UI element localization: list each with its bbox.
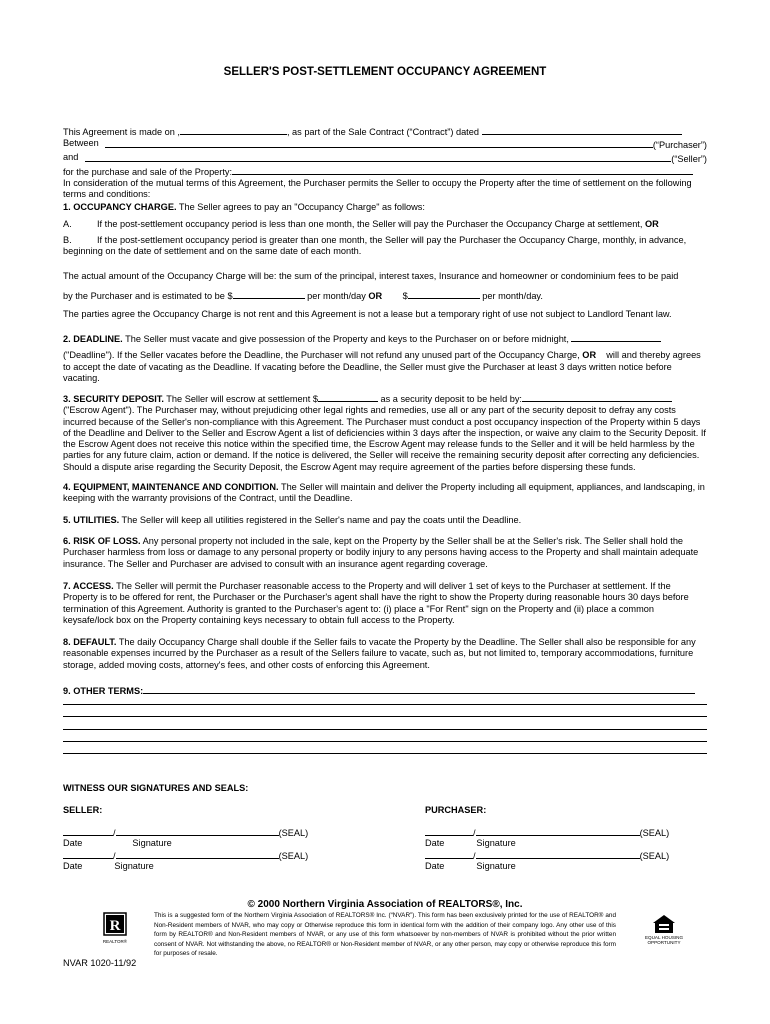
other-terms-line-6[interactable] [63,753,707,754]
seller-signature-1[interactable] [116,826,279,836]
intro-line-property: for the purchase and sale of the Property: [63,165,707,178]
purchaser-date-1[interactable] [425,826,473,836]
seller-signature-line-1: / (SEAL) [63,826,308,839]
realtor-logo-icon [100,911,130,947]
estimate-amount-2[interactable] [408,289,480,299]
seller-date-2[interactable] [63,849,113,859]
other-terms-line-2[interactable] [63,704,707,705]
section-1-actual: The actual amount of the Occupancy Charge will be: the sum of the principal, interest taxes, Insurance and homeowner or condominium fees to be paid [63,271,679,281]
section-1-a: A. If the post-settlement occupancy period is less than one month, the Seller will pay the Purchaser the Occupancy Charge at settlement, OR [63,219,659,229]
deadline-field[interactable] [571,332,661,342]
estimate-amount-1[interactable] [233,289,305,299]
eho-text-2: OPPORTUNITY [647,940,681,945]
seller-signature-2[interactable] [116,849,279,859]
purchaser-label: PURCHASER: [425,805,487,815]
section-6: 6. RISK OF LOSS. Any personal property not included in the sale, kept on the Property by the Seller shall be at the Seller's risk. The Seller shall hold the Purchaser harmless from loss or damage to any personal property or bodily injury to any persons having access to the Property and shall maintain adequate insurance. The Seller and Purchaser are advised to consult with an insurance agent regarding coverage. [63,536,699,569]
property-field[interactable] [232,165,693,175]
purchaser-signature-line-1: / (SEAL) [425,826,669,839]
section-8: 8. DEFAULT. The daily Occupancy Charge shall double if the Seller fails to vacate the Property by the Deadline. The Seller shall also be responsible for any reasonable expenses incurred by the Purchaser as a result of the Sellers failure to vacate, such as, but not limited to, temporary accommodations, furniture storage, added moving costs, attorney's fees, and other costs of enforcing this Agreement. [63,637,696,670]
purchaser-signature-line-2: / (SEAL) [425,849,669,862]
contract-date-field[interactable] [482,125,682,135]
page-title: SELLER'S POST-SETTLEMENT OCCUPANCY AGREEMENT [223,66,547,78]
intro-line-and: and (“Seller”) [63,151,707,164]
intro-line-1: This Agreement is made on , , as part of the Sale Contract (“Contract”) dated [63,125,707,138]
intro-section [63,125,707,201]
purchaser-signature-2[interactable] [476,849,640,859]
footer-disclaimer: This is a suggested form of the Northern Virginia Association of REALTORS® Inc. (“NVAR”). This form has been exclusively printed for the use of REALTOR® and Non-Resident members of NVAR, who may copy or Otherwise reproduce this form in identical form with the addition of their company logo. Any other use of this form by REALTOR® and Non-Resident members of NVAR, or any use of this form whatsoever by non-members of NVAR is prohibited without the prior written consent of NVAR. Not withstanding the above, no REALTOR® or Non-Resident member of NVAR, or any other person, may copy or otherwise reproduce this form for purposes of resale. [154,912,616,957]
intro-line-between: Between (“Purchaser”) [63,138,707,151]
escrow-agent-field[interactable] [522,392,672,402]
seller-caption-1: Date Signature [63,838,172,848]
purchaser-caption-2: Date Signature [425,861,516,871]
form-number: NVAR 1020-11/92 [63,958,137,968]
section-9: 9. OTHER TERMS: [63,684,707,697]
other-terms-line-5[interactable] [63,741,707,742]
security-deposit-amount[interactable] [318,392,378,402]
other-terms-line-1[interactable] [143,684,695,694]
section-4: 4. EQUIPMENT, MAINTENANCE AND CONDITION. The Seller will maintain and deliver the Property including all equipment, appliances, and landscaping, in keeping with the warranty provisions of the Contract, until the Deadline. [63,482,705,504]
section-1-estimate: by the Purchaser and is estimated to be $ per month/day OR $ per month/day. [63,291,543,301]
seller-name-field[interactable] [85,152,671,162]
section-3: 3. SECURITY DEPOSIT. The Seller will escrow at settlement $ as a security deposit to be held by: ("Escrow Agent"). The Purchaser may, without prejudicing other legal rights and remedies, use all or any part of the security deposit to defray any costs incurred because of the Seller's non-compliance with this Agreement. The Purchaser must conduct a post occupancy inspection of the Property within 5 days of the Deadline and Deliver to the Seller and Escrow Agent a list of deficiencies within 3 days after the inspection, or waive any claim to the Security Deposit. If the Escrow Agent does not receive this notice within the specified time, the Escrow Agent may release funds to the Seller and it will be held harmless by the parties for any future claim, action or demand. If the notice is delivered, the Seller will receive the remaining security deposit after correcting any deficiencies. Should a dispute arise regarding the Security Deposit, the Escrow Agent may require agreement of the parties before dispersing these funds. [63,394,706,472]
realtor-logo-word: REALTOR® [102,939,128,944]
agreement-date-field[interactable] [180,125,287,135]
section-5: 5. UTILITIES. The Seller will keep all utilities registered in the Seller's name and pay the coats until the Deadline. [63,515,522,525]
seller-signature-line-2: / (SEAL) [63,849,308,862]
copyright-title: © 2000 Northern Virginia Association of REALTORS®, Inc. [247,899,523,910]
equal-housing-icon [641,913,687,947]
seller-date-1[interactable] [63,826,113,836]
seller-label: SELLER: [63,805,103,815]
svg-text:R: R [109,918,121,934]
section-2: 2. DEADLINE. The Seller must vacate and give possession of the Property and keys to the Purchaser on or before midnight, ("Deadline"). If the Seller vacates before the Deadline, the Purchaser will not refund any unused part of the Occupancy Charge, OR will and thereby agrees to accept the date of vacating as the Deadline. If vacating before the Deadline, the Seller must give the Purchaser at least 3 days written notice before vacating. [63,334,701,383]
section-7: 7. ACCESS. The Seller will permit the Purchaser reasonable access to the Property and will deliver 1 set of keys to the Purchaser at settlement. If the Property is to be offered for rent, the Purchaser or the Purchaser's agent shall have the right to show the Property during reasonable hours 30 days before termination of this Agreement. Authority is granted to the Purchaser's agent to: (i) place a "For Rent" sign on the Property and (ii) place a common keysafe/lock box on the Property containing keys necessary to obtain full access to the Property. [63,581,689,625]
section-1-not-rent: The parties agree the Occupancy Charge is not rent and this Agreement is not a lease but a temporary right of use not subject to Landlord Tenant law. [63,309,672,319]
witness-heading: WITNESS OUR SIGNATURES AND SEALS: [63,783,249,793]
purchaser-caption-1: Date Signature [425,838,516,848]
purchaser-date-2[interactable] [425,849,473,859]
purchaser-name-field[interactable] [105,138,653,148]
section-1-heading: 1. OCCUPANCY CHARGE. The Seller agrees to pay an "Occupancy Charge" as follows: [63,202,425,212]
other-terms-line-4[interactable] [63,729,707,730]
section-1-b: B. If the post-settlement occupancy period is greater than one month, the Seller will pay the Purchaser the Occupancy Charge, monthly, in advance, beginning on the date of settlement and on the same date of each month. [63,235,687,257]
intro-consideration: In consideration of the mutual terms of this Agreement, the Purchaser permits the Seller to occupy the Property after the time of settlement on the following terms and conditions: [63,178,692,200]
other-terms-line-3[interactable] [63,716,707,717]
eho-text-1: EQUAL HOUSING [644,935,684,940]
seller-caption-2: Date Signature [63,861,154,871]
purchaser-signature-1[interactable] [476,826,640,836]
